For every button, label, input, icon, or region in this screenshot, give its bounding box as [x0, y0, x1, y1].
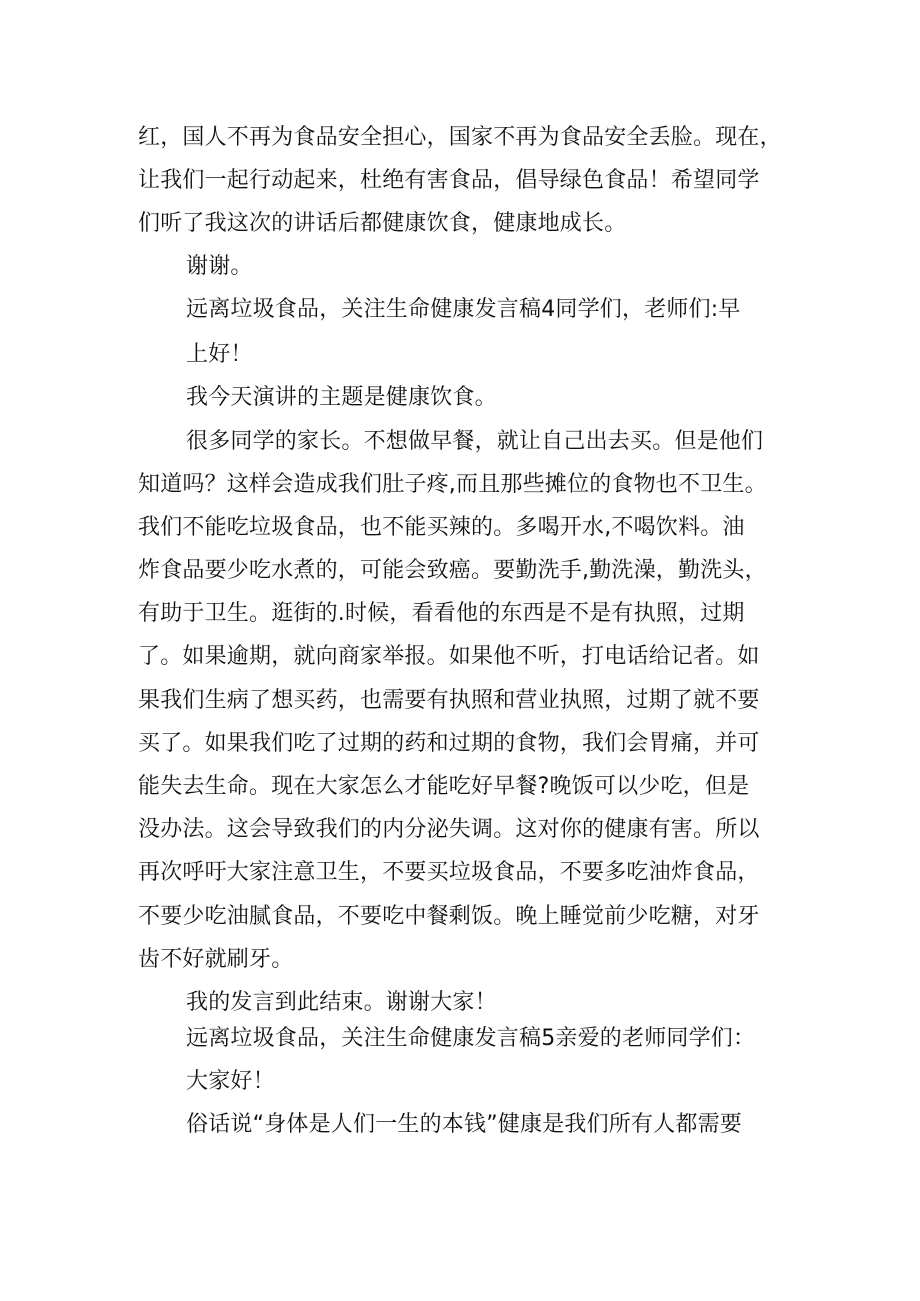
text-line: 知道吗？这样会造成我们肚子疼,而且那些摊位的食物也不卫生。 — [138, 472, 767, 497]
text-line: 齿不好就刷牙。 — [138, 947, 294, 972]
text-line: 了。如果逾期，就向商家举报。如果他不听，打电话给记者。如 — [138, 644, 760, 669]
text-line: 我们不能吃垃圾食品，也不能买辣的。多喝开水,不喝饮料。油 — [138, 515, 745, 540]
text-line: 再次呼吁大家注意卫生，不要买垃圾食品，不要多吃油炸食品， — [138, 860, 760, 885]
text-line: 们听了我这次的讲话后都健康饮食，健康地成长。 — [138, 211, 627, 236]
text-line: 上好！ — [186, 342, 253, 367]
text-line: 远离垃圾食品，关注生命健康发言稿5亲爱的老师同学们： — [186, 1026, 756, 1051]
text-line: 没办法。这会导致我们的内分泌失调。这对你的健康有害。所以 — [138, 817, 760, 842]
text-line: 炸食品要少吃水煮的，可能会致癌。要勤洗手,勤洗澡，勤洗头， — [138, 558, 767, 583]
text-line: 能失去生命。现在大家怎么才能吃好早餐?晚饭可以少吃，但是 — [138, 774, 750, 799]
text-line: 果我们生病了想买药，也需要有执照和营业执照，过期了就不要 — [138, 688, 760, 713]
text-line: 很多同学的家长。不想做早餐，就让自己出去买。但是他们 — [186, 429, 764, 454]
text-line: 红，国人不再为食品安全担心，国家不再为食品安全丢脸。现在， — [138, 125, 782, 150]
text-line: 我今天演讲的主题是健康饮食。 — [186, 385, 497, 410]
text-line: 有助于卫生。逛街的.时候，看看他的东西是不是有执照，过期 — [138, 601, 745, 626]
text-line: 俗话说“身体是人们一生的本钱”健康是我们所有人都需要 — [186, 1112, 742, 1137]
text-line: 大家好！ — [186, 1069, 275, 1094]
text-line: 我的发言到此结束。谢谢大家！ — [186, 990, 497, 1015]
text-line: 不要少吃油腻食品，不要吃中餐剩饭。晚上睡觉前少吃糖，对牙 — [138, 904, 760, 929]
text-line: 谢谢。 — [186, 254, 253, 279]
text-line: 远离垃圾食品，关注生命健康发言稿4同学们，老师们:早 — [186, 297, 741, 322]
text-line: 买了。如果我们吃了过期的药和过期的食物，我们会胃痛，并可 — [138, 731, 760, 756]
text-line: 让我们一起行动起来，杜绝有害食品，倡导绿色食品！希望同学 — [138, 168, 760, 193]
